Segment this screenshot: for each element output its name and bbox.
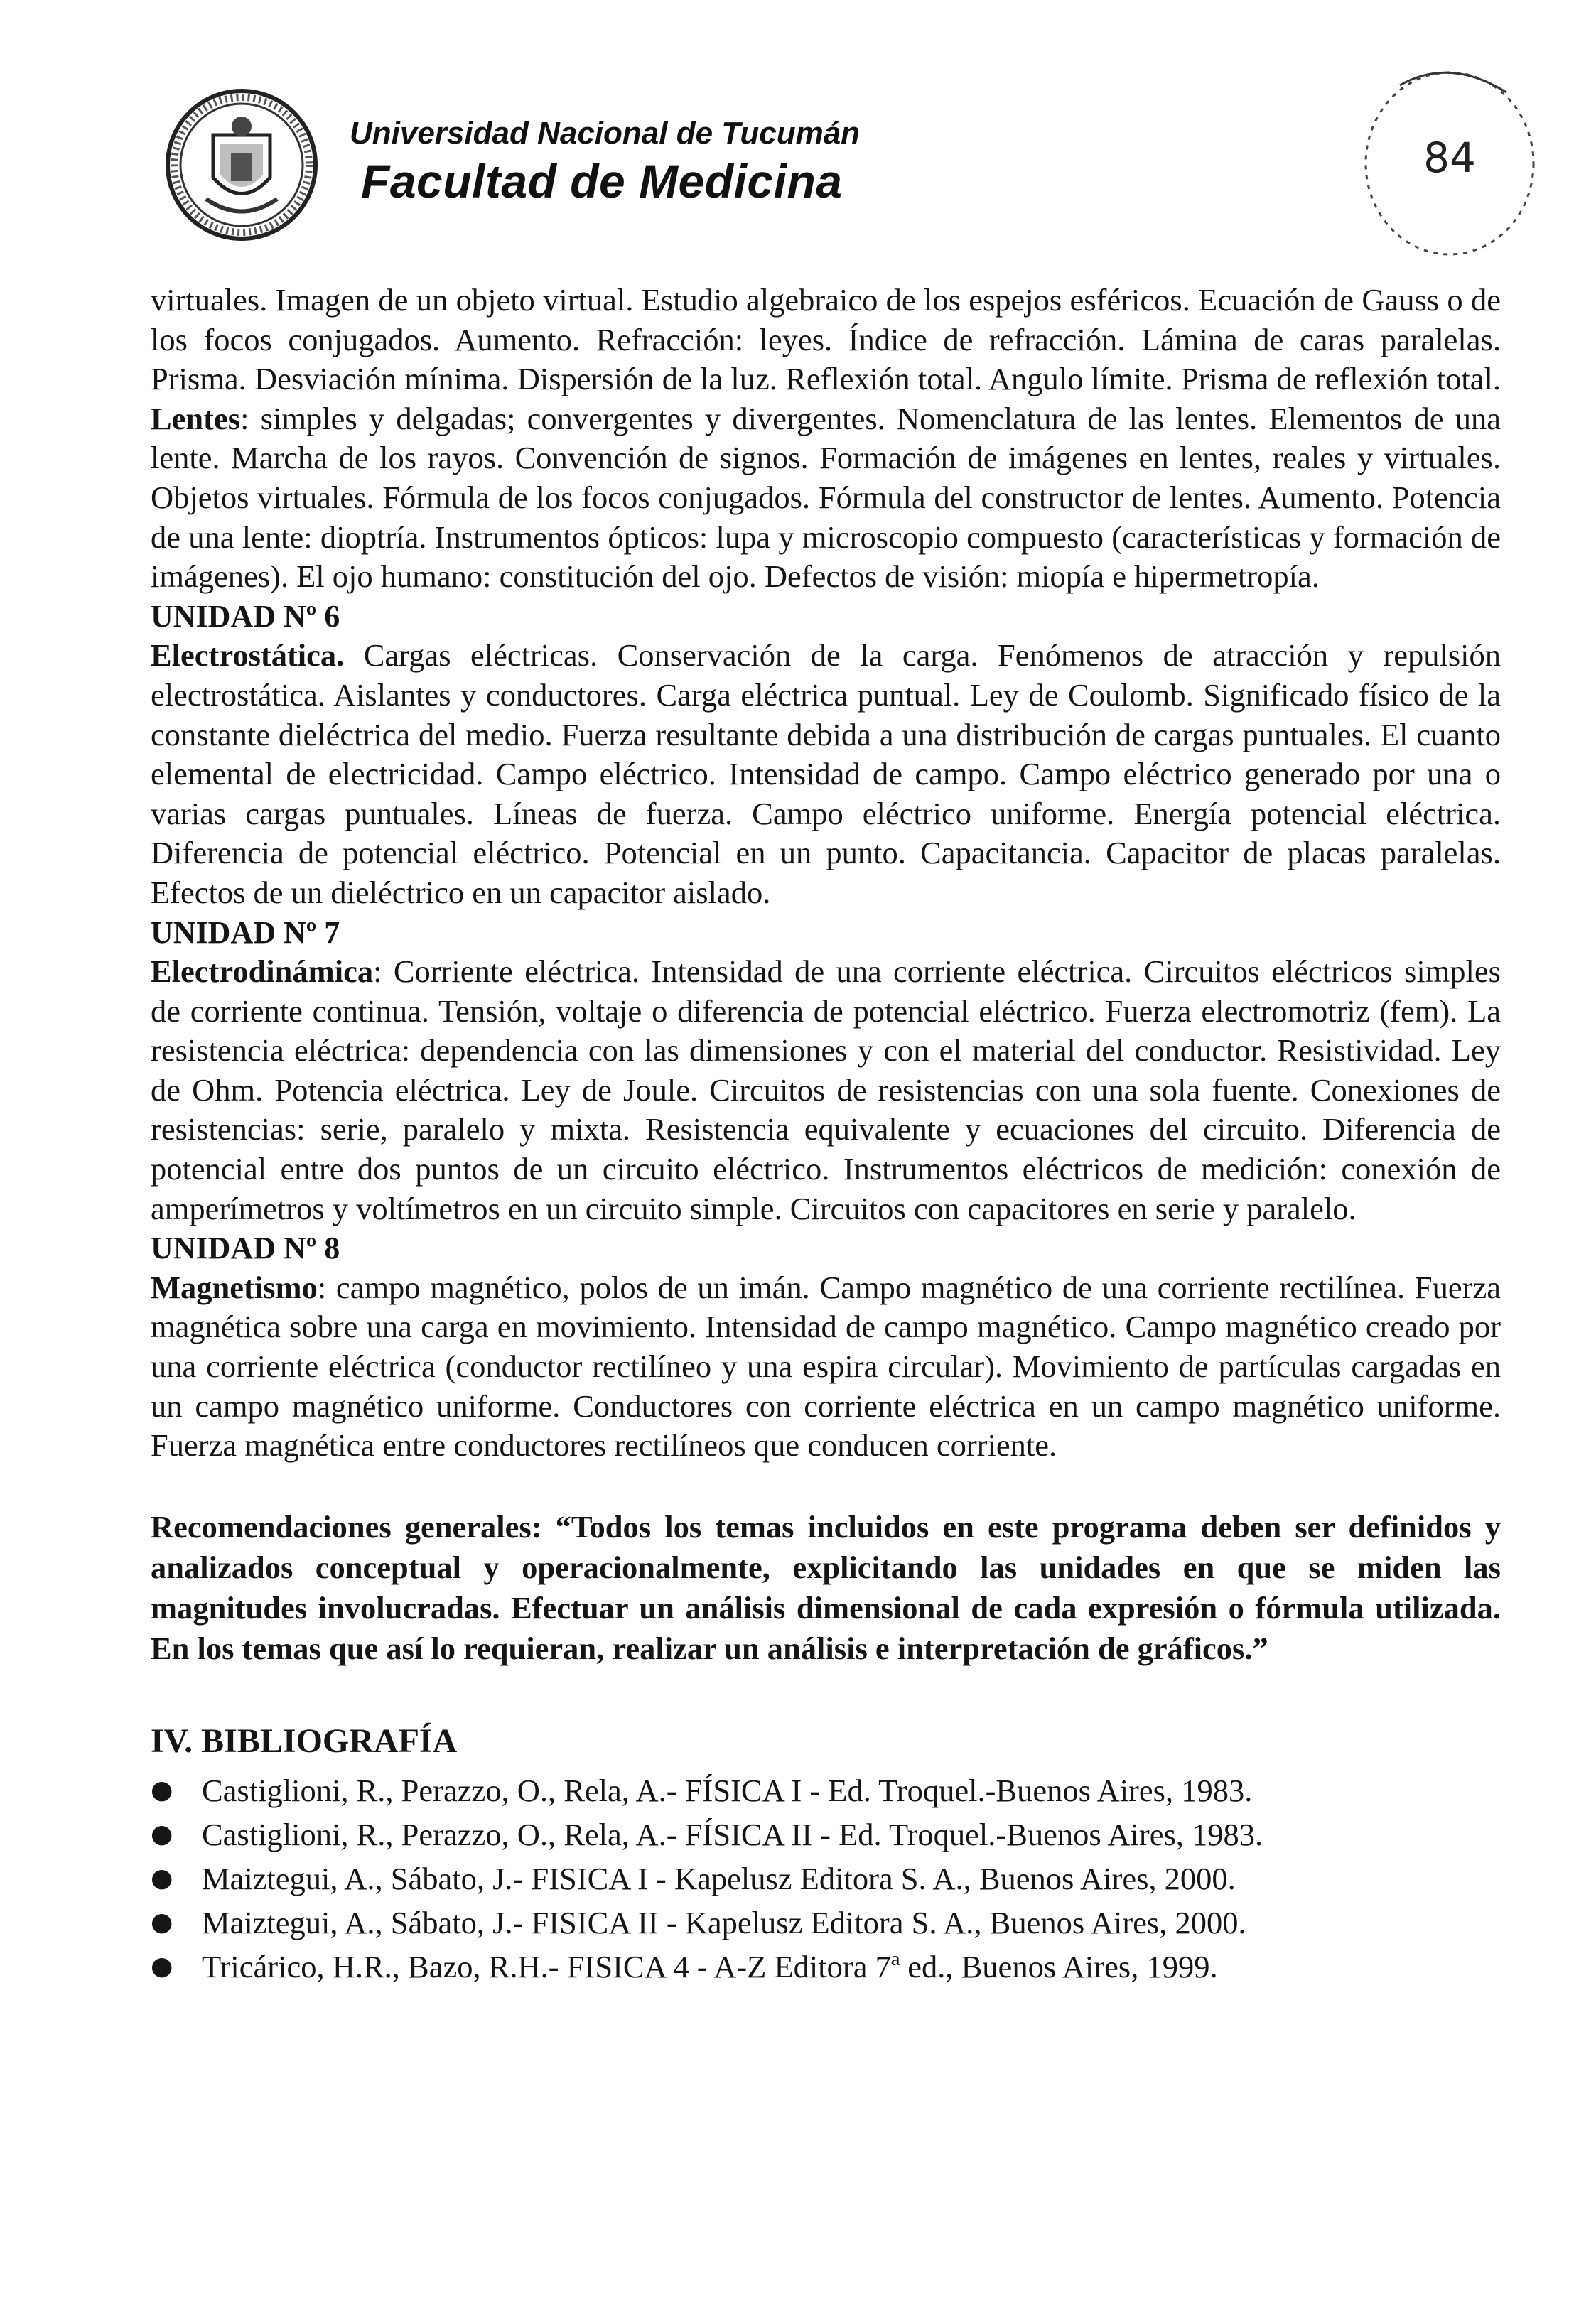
university-name: Universidad Nacional de Tucumán [350,116,861,151]
bullet-icon: ● [151,1907,173,1937]
unit5-continuation [151,281,1501,597]
optics-text: virtuales. Imagen de un objeto virtual. Estudio algebraico de los espejos esféricos. Ecuación de Gauss o de los focos conjugados. Aumento. Refracción: leyes. Índice de refracción. Lámina de caras paralelas. Prisma. Desviación mínima. Dispersión de la luz. Reflexión total. Angulo límite. Prisma de reflexión total. [151,282,1501,397]
bibliography-item-text: Castiglioni, R., Perazzo, O., Rela, A.- FÍSICA I - Ed. Troquel.-Buenos Aires, 1983. [202,1772,1253,1808]
bibliography-item [151,1945,1501,1989]
unit7-text: : Corriente eléctrica. Intensidad de una corriente eléctrica. Circuitos eléctricos simples de corriente continua. Tensión, voltaje o diferencia de potencial eléctrico. Fuerza electromotriz (fem). La resistencia eléctrica: dependencia con las dimensiones y con el material del conductor. Resistividad. Ley de Ohm. Potencia eléctrica. Ley de Joule. Circuitos de resistencias con una sola fuente. Conexiones de resistencias: serie, paralelo y mixta. Resistencia equivalente y ecuaciones del circuito. Diferencia de potencial entre dos puntos de un circuito eléctrico. Instrumentos eléctricos de medición: conexión de amperímetros y voltímetros en un circuito simple. Circuitos con capacitores en serie y paralelo. [151,953,1501,1226]
bibliography-item [151,1812,1501,1857]
bibliography-item-text: Castiglioni, R., Perazzo, O., Rela, A.- FÍSICA II - Ed. Troquel.-Buenos Aires, 1983. [202,1816,1263,1852]
bibliography-title: IV. BIBLIOGRAFÍA [151,1722,458,1760]
bibliography-item-text: Maiztegui, A., Sábato, J.- FISICA II - Kapelusz Editora S. A., Buenos Aires, 2000. [202,1904,1246,1940]
unit7-paragraph [151,952,1501,1228]
unit8-title: UNIDAD Nº 8 [151,1231,340,1266]
page-stamp [1357,57,1542,270]
faculty-name: Facultad de Medicina [361,155,843,207]
bibliography-item-text: Tricárico, H.R., Bazo, R.H.- FISICA 4 - A-Z Editora 7ª ed., Buenos Aires, 1999. [202,1948,1218,1984]
unit7-title: UNIDAD Nº 7 [151,914,340,950]
document-body [151,281,1501,1989]
bibliography-item [151,1901,1501,1945]
unit6-topic: Electrostática. [151,637,345,674]
bibliography-item-text: Maiztegui, A., Sábato, J.- FISICA I - Kapelusz Editora S. A., Buenos Aires, 2000. [202,1860,1236,1896]
bullet-icon: ● [151,1951,173,1981]
unit8-paragraph [151,1268,1501,1466]
unit7-topic: Electrodinámica [151,953,374,990]
general-recommendations: Recomendaciones generales: “Todos los temas incluidos en este programa deben ser definidos y analizados conceptual y operacionalmente, explicitando las unidades en que se miden las magnitudes involucradas. Efectuar un análisis dimensional de cada expresión o fórmula utilizada. En los temas que así lo requieran, realizar un análisis e interpretación de gráficos.” [151,1508,1501,1666]
bibliography-item [151,1768,1501,1812]
bibliography-item [151,1857,1501,1901]
unit6-paragraph [151,636,1501,912]
unit8-topic: Magnetismo [151,1269,318,1305]
lenses-term: Lentes [151,400,241,436]
unit6-text: Cargas eléctricas. Conservación de la carga. Fenómenos de atracción y repulsión electrostática. Aislantes y conductores. Carga eléctrica puntual. Ley de Coulomb. Significado físico de la constante dieléctrica del medio. Fuerza resultante debida a una distribución de cargas puntuales. El cuanto elemental de electricidad. Campo eléctrico. Intensidad de campo. Campo eléctrico generado por una o varias cargas puntuales. Líneas de fuerza. Campo eléctrico uniforme. Energía potencial eléctrica. Diferencia de potencial eléctrico. Potencial en un punto. Capacitancia. Capacitor de placas paralelas. Efectos de un dieléctrico en un capacitor aislado. [151,637,1501,910]
bullet-icon: ● [151,1775,173,1805]
unit6-title: UNIDAD Nº 6 [151,598,340,634]
page-number: 84 [1423,134,1476,182]
unit8-text: : campo magnético, polos de un imán. Campo magnético de una corriente rectilínea. Fuerza magnética sobre una carga en movimiento. Intensidad de campo magnético. Campo magnético creado por una corriente eléctrica (conductor rectilíneo y una espira circular). Movimiento de partículas cargadas en un campo magnético uniforme. Conductores con corriente eléctrica en un campo magnético uniforme. Fuerza magnética entre conductores rectilíneos que conducen corriente. [151,1269,1501,1464]
lenses-text: : simples y delgadas; convergentes y divergentes. Nomenclatura de las lentes. Elementos de una lente. Marcha de los rayos. Convención de signos. Formación de imágenes en lentes, reales y virtuales. Objetos virtuales. Fórmula de los focos conjugados. Fórmula del constructor de lentes. Aumento. Potencia de una lente: dioptría. Instrumentos ópticos: lupa y microscopio compuesto (características y formación de imágenes). El ojo humano: constitución del ojo. Defectos de visión: miopía e hipermetropía. [151,400,1501,595]
page-header [163,85,1514,298]
bullet-icon: ● [151,1863,173,1893]
bibliography-list [151,1768,1501,1989]
header-titles [350,114,860,209]
university-seal-icon [163,85,320,244]
bullet-icon: ● [151,1819,173,1849]
